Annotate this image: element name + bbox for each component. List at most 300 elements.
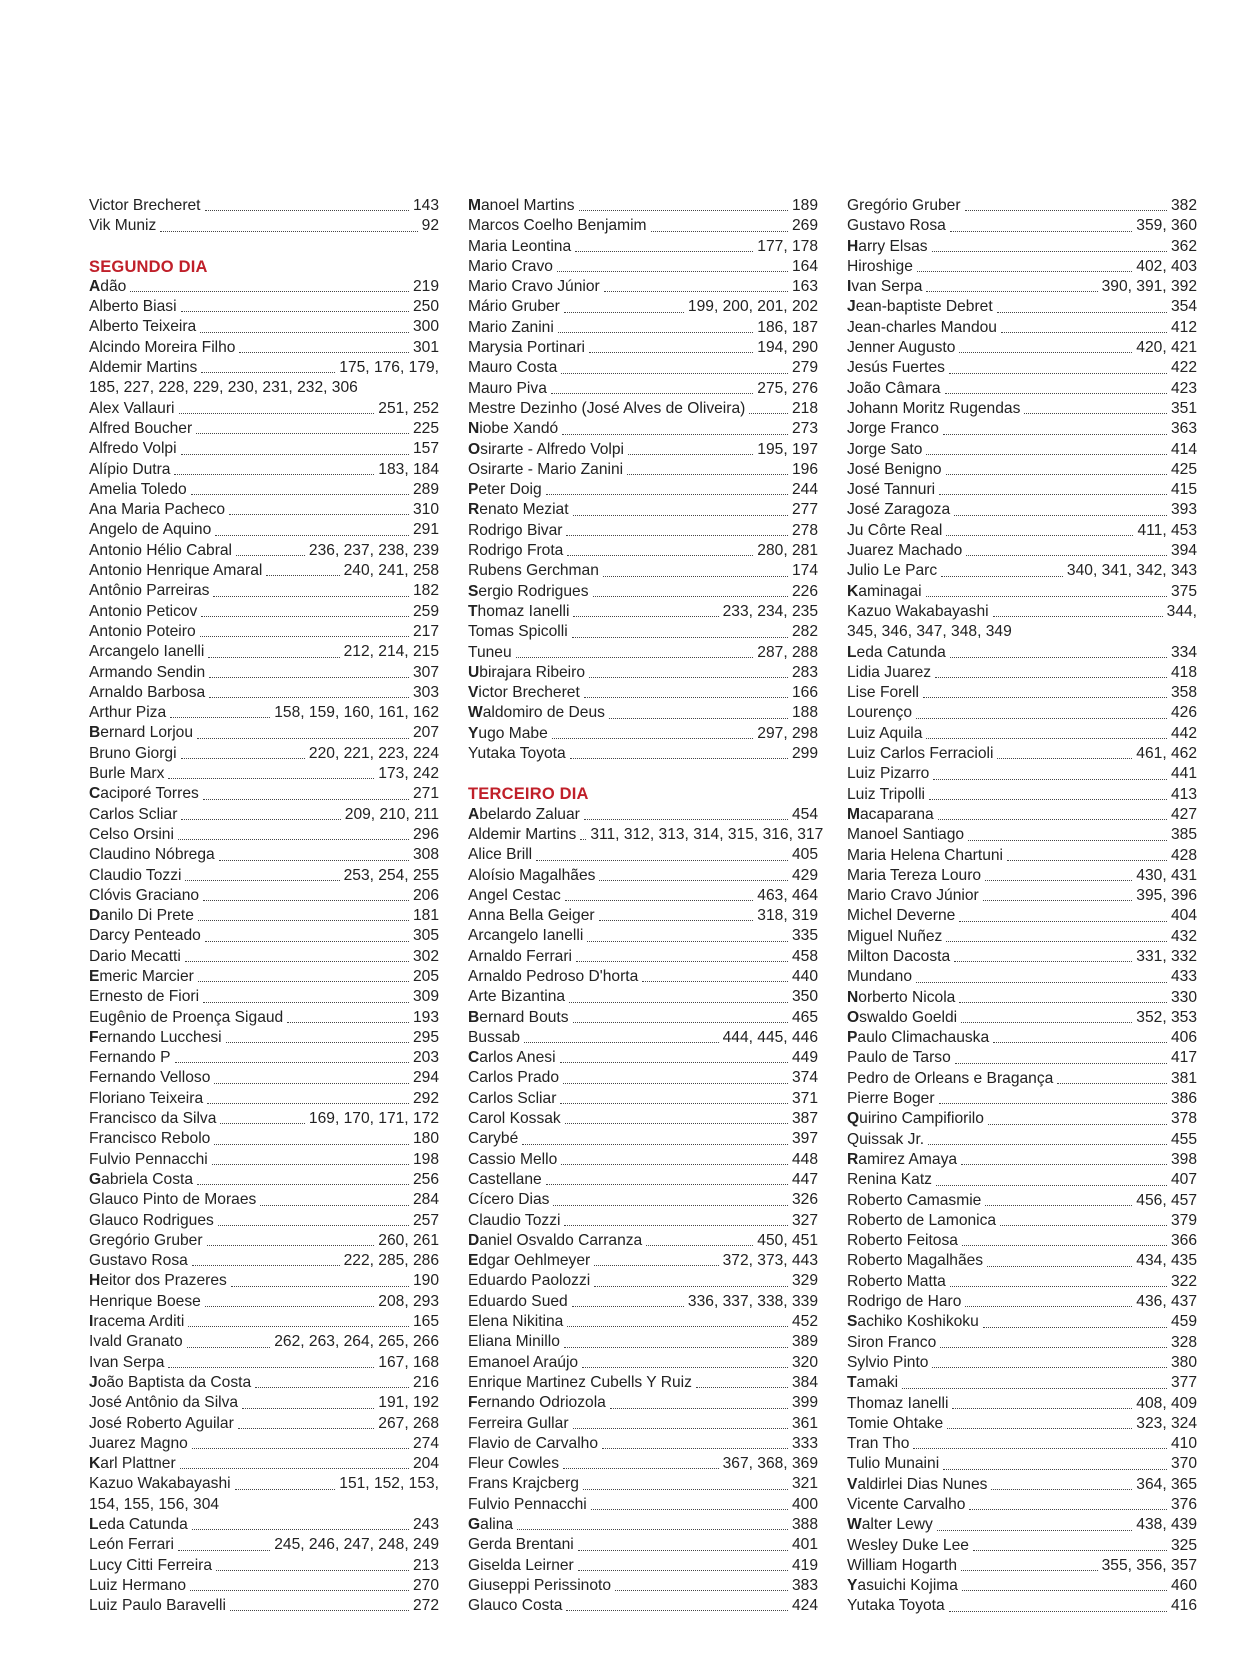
artist-name: Sergio Rodrigues xyxy=(468,582,589,600)
artist-name: Jesús Fuertes xyxy=(847,359,945,377)
page-numbers: 157 xyxy=(412,440,439,458)
page-numbers: 191, 192 xyxy=(378,1394,439,1412)
index-entry xyxy=(468,480,818,500)
index-entry xyxy=(847,1576,1197,1596)
index-entry xyxy=(89,520,439,540)
index-entry xyxy=(468,460,818,480)
artist-name: Jenner Augusto xyxy=(847,339,956,357)
page-numbers: 463, 464 xyxy=(757,886,818,904)
index-entry xyxy=(468,379,818,399)
page-numbers: 432 xyxy=(1170,927,1197,945)
artist-name: Milton Dacosta xyxy=(847,947,951,965)
page-numbers: 282 xyxy=(791,623,818,641)
page-numbers: 408, 409 xyxy=(1136,1394,1197,1412)
dot-leader xyxy=(952,1408,1132,1409)
index-entry xyxy=(89,1271,439,1291)
dot-leader xyxy=(599,920,754,921)
dot-leader xyxy=(932,251,1167,252)
page-numbers: 253, 254, 255 xyxy=(343,866,439,884)
index-entry xyxy=(468,1515,818,1535)
index-entry xyxy=(847,1495,1197,1515)
dot-leader xyxy=(564,312,684,313)
index-entry xyxy=(468,318,818,338)
index-entry xyxy=(468,683,818,703)
artist-name: Luiz Aquila xyxy=(847,724,923,742)
dot-leader xyxy=(560,1103,788,1104)
page-numbers: 402, 403 xyxy=(1136,257,1197,275)
artist-name: Arnaldo Pedroso D'horta xyxy=(468,967,639,985)
page-numbers: 449 xyxy=(791,1049,818,1067)
index-entry xyxy=(847,318,1197,338)
dot-leader xyxy=(628,454,753,455)
dot-leader xyxy=(168,778,374,779)
dot-leader xyxy=(196,433,409,434)
artist-name: Juarez Machado xyxy=(847,542,963,560)
artist-name: Arte Bizantina xyxy=(468,988,566,1006)
artist-name: Celso Orsini xyxy=(89,825,174,843)
dot-leader xyxy=(959,921,1167,922)
artist-name: Quirino Campifiorilo xyxy=(847,1110,984,1128)
dot-leader xyxy=(902,1388,1167,1389)
page-numbers: 164 xyxy=(791,257,818,275)
artist-name: Aloísio Magalhães xyxy=(468,866,596,884)
index-entry xyxy=(847,500,1197,520)
index-entry xyxy=(847,805,1197,825)
index-entry xyxy=(89,663,439,683)
page-numbers: 416 xyxy=(1170,1597,1197,1615)
page-numbers: 352, 353 xyxy=(1136,1008,1197,1026)
dot-leader xyxy=(593,596,788,597)
page-numbers: 454 xyxy=(791,805,818,823)
page-numbers: 358 xyxy=(1170,684,1197,702)
dot-leader xyxy=(962,1245,1167,1246)
page-numbers: 455 xyxy=(1170,1130,1197,1148)
artist-name: Armando Sendin xyxy=(89,663,206,681)
page-numbers: 415 xyxy=(1170,481,1197,499)
dot-leader xyxy=(180,1468,409,1469)
artist-name: Burle Marx xyxy=(89,765,165,783)
index-entry xyxy=(468,1190,818,1210)
index-entry xyxy=(89,987,439,1007)
artist-name: Gabriela Costa xyxy=(89,1170,194,1188)
dot-leader xyxy=(569,1002,788,1003)
page-numbers: 456, 457 xyxy=(1136,1191,1197,1209)
artist-name: Danilo Di Prete xyxy=(89,907,194,925)
dot-leader xyxy=(181,311,409,312)
artist-name: Francisco da Silva xyxy=(89,1110,217,1128)
artist-name: Lidia Juarez xyxy=(847,663,932,681)
index-entry xyxy=(468,1414,818,1434)
artist-name: Henrique Boese xyxy=(89,1292,201,1310)
artist-name: Yutaka Toyota xyxy=(847,1597,945,1615)
artist-name: Anna Bella Geiger xyxy=(468,907,595,925)
dot-leader xyxy=(646,1245,753,1246)
page-numbers: 438, 439 xyxy=(1136,1516,1197,1534)
artist-name: Galina xyxy=(468,1516,514,1533)
artist-name: Peter Doig xyxy=(468,481,542,499)
index-entry xyxy=(89,723,439,743)
artist-name: William Hogarth xyxy=(847,1556,958,1574)
artist-name: Leda Catunda xyxy=(847,643,946,661)
index-entry xyxy=(468,1251,818,1271)
dot-leader xyxy=(946,474,1167,475)
index-entry xyxy=(89,1211,439,1231)
artist-name: Angelo de Aquino xyxy=(89,521,212,539)
index-entry xyxy=(847,927,1197,947)
dot-leader xyxy=(181,819,340,820)
index-entry xyxy=(89,480,439,500)
page-numbers: 222, 285, 286 xyxy=(343,1252,439,1270)
dot-leader xyxy=(1000,1225,1167,1226)
artist-name: Vik Muniz xyxy=(89,217,157,235)
page-numbers: 175, 176, 179, xyxy=(339,359,439,377)
index-entry xyxy=(89,1393,439,1413)
index-entry xyxy=(468,1312,818,1332)
dot-leader xyxy=(937,1530,1133,1531)
artist-name: Mario Cravo xyxy=(468,257,553,275)
dot-leader xyxy=(584,819,788,820)
index-entry xyxy=(847,561,1197,581)
index-entry xyxy=(847,480,1197,500)
index-entry xyxy=(847,419,1197,439)
artist-name: Pedro de Orleans e Bragança xyxy=(847,1069,1054,1087)
artist-name: Rodrigo Frota xyxy=(468,542,564,560)
dot-leader xyxy=(913,1448,1167,1449)
index-entry xyxy=(468,1393,818,1413)
artist-name: Mário Gruber xyxy=(468,298,560,316)
artist-name: Hiroshige xyxy=(847,257,913,275)
page-numbers-continued: 185, 227, 228, 229, 230, 231, 232, 306 xyxy=(89,379,358,397)
index-entry xyxy=(468,866,818,886)
index-entry xyxy=(847,724,1197,744)
index-entry xyxy=(468,947,818,967)
index-entry xyxy=(847,1394,1197,1414)
page-numbers: 151, 152, 153, xyxy=(339,1475,439,1493)
page-numbers: 325 xyxy=(1170,1536,1197,1554)
artist-name: Oswaldo Goeldi xyxy=(847,1008,958,1026)
index-entry xyxy=(468,297,818,317)
artist-name: Elena Nikitina xyxy=(468,1313,564,1331)
dot-leader xyxy=(563,1468,719,1469)
index-entry xyxy=(89,1109,439,1129)
page-numbers: 380 xyxy=(1170,1353,1197,1371)
index-entry xyxy=(468,825,824,845)
artist-name: Bernard Bouts xyxy=(468,1008,569,1026)
page-numbers: 305 xyxy=(412,927,439,945)
page-numbers: 388 xyxy=(791,1516,818,1533)
dot-leader xyxy=(197,738,409,739)
dot-leader xyxy=(572,637,788,638)
index-entry xyxy=(89,1251,439,1271)
page-numbers: 279 xyxy=(791,359,818,377)
page-numbers: 410 xyxy=(1170,1435,1197,1453)
index-entry xyxy=(89,784,439,804)
index-entry xyxy=(89,1535,439,1555)
artist-name: Lucy Citti Ferreira xyxy=(89,1556,213,1574)
artist-name: Rubens Gerchman xyxy=(468,562,599,580)
artist-name: Carol Kossak xyxy=(468,1110,561,1128)
artist-name: Kazuo Wakabayashi xyxy=(89,1475,231,1493)
index-entry xyxy=(468,561,818,581)
page-numbers: 378 xyxy=(1170,1110,1197,1128)
dot-leader xyxy=(178,839,409,840)
artist-name: Valdirlei Dias Nunes xyxy=(847,1475,988,1493)
page-numbers: 271 xyxy=(412,785,439,803)
artist-name: Fernando Odriozola xyxy=(468,1394,606,1412)
artist-name: Michel Deverne xyxy=(847,907,956,925)
artist-name: Mauro Costa xyxy=(468,359,558,377)
page-numbers: 364, 365 xyxy=(1136,1475,1197,1493)
artist-name: Paulo Climachauska xyxy=(847,1029,990,1047)
index-entry xyxy=(468,1373,818,1393)
page-numbers: 256 xyxy=(412,1170,439,1188)
dot-leader xyxy=(969,1509,1167,1510)
dot-leader xyxy=(627,474,788,475)
dot-leader xyxy=(965,210,1167,211)
index-entry xyxy=(468,541,818,561)
artist-name: Ernesto de Fiori xyxy=(89,988,200,1006)
page-numbers: 394 xyxy=(1170,542,1197,560)
dot-leader xyxy=(615,1590,788,1591)
page-numbers: 225 xyxy=(412,419,439,437)
dot-leader xyxy=(954,961,1132,962)
dot-leader xyxy=(916,982,1167,983)
index-entry xyxy=(468,1231,818,1251)
dot-leader xyxy=(589,677,788,678)
dot-leader xyxy=(185,880,339,881)
dot-leader xyxy=(973,1550,1167,1551)
artist-name: Arnaldo Ferrari xyxy=(468,947,572,965)
artist-name: Pierre Boger xyxy=(847,1090,935,1108)
artist-name: Quissak Jr. xyxy=(847,1130,925,1148)
index-entry xyxy=(468,1109,818,1129)
index-entry xyxy=(847,1028,1197,1048)
index-entry xyxy=(468,643,818,663)
artist-name: Manoel Santiago xyxy=(847,826,965,844)
dot-leader xyxy=(579,210,788,211)
index-entry xyxy=(847,379,1197,399)
artist-name: Tuneu xyxy=(468,643,512,661)
index-entry xyxy=(847,1130,1197,1150)
index-entry xyxy=(847,1312,1197,1332)
artist-name: Francisco Rebolo xyxy=(89,1130,211,1148)
page-numbers: 398 xyxy=(1170,1150,1197,1168)
dot-leader xyxy=(560,1062,788,1063)
page-numbers: 331, 332 xyxy=(1136,947,1197,965)
index-entry xyxy=(468,1048,818,1068)
index-entry xyxy=(89,338,439,358)
index-entry xyxy=(468,1332,818,1352)
page-numbers: 209, 210, 211 xyxy=(344,805,439,823)
index-entry xyxy=(468,1474,818,1494)
artist-name: Cassio Mello xyxy=(468,1150,558,1168)
dot-leader xyxy=(214,1144,409,1145)
dot-leader xyxy=(966,555,1167,556)
index-entry xyxy=(89,1170,439,1190)
dot-leader xyxy=(923,697,1167,698)
index-entry xyxy=(468,906,818,926)
page-numbers: 267, 268 xyxy=(378,1414,439,1432)
page-numbers: 205 xyxy=(412,967,439,985)
page-numbers: 300 xyxy=(412,318,439,336)
page-numbers: 174 xyxy=(791,562,818,580)
index-entry xyxy=(89,541,439,561)
index-entry xyxy=(89,1190,439,1210)
page-numbers: 452 xyxy=(791,1313,818,1331)
artist-name: Fernando P xyxy=(89,1049,171,1067)
artist-name: Mario Cravo Júnior xyxy=(468,278,600,296)
page-numbers: 441 xyxy=(1170,765,1197,783)
index-entry xyxy=(89,399,439,419)
dot-leader xyxy=(200,332,409,333)
dot-leader xyxy=(578,1550,788,1551)
index-entry xyxy=(468,663,818,683)
index-entry xyxy=(468,216,818,236)
artist-name: Tomas Spicolli xyxy=(468,623,568,641)
dot-leader xyxy=(584,697,788,698)
dot-leader xyxy=(604,291,788,292)
artist-name: Vicente Carvalho xyxy=(847,1496,966,1513)
page-numbers: 311, 312, 313, 314, 315, 316, 317 xyxy=(590,825,824,843)
dot-leader xyxy=(929,799,1167,800)
page-numbers: 382 xyxy=(1170,197,1197,214)
artist-name: Ivald Granato xyxy=(89,1333,183,1351)
page-numbers: 381 xyxy=(1170,1069,1197,1087)
artist-name: Alfred Boucher xyxy=(89,419,193,437)
page-numbers: 274 xyxy=(412,1434,439,1452)
index-entry xyxy=(468,1292,818,1312)
page-numbers: 284 xyxy=(412,1191,439,1209)
page-numbers: 460 xyxy=(1170,1577,1197,1595)
page-numbers: 430, 431 xyxy=(1136,866,1197,884)
page-numbers: 327 xyxy=(791,1211,818,1229)
page-numbers: 371 xyxy=(791,1089,818,1107)
dot-leader xyxy=(546,494,788,495)
index-entry xyxy=(89,1068,439,1088)
dot-leader xyxy=(991,1489,1132,1490)
page-numbers: 244 xyxy=(791,481,818,499)
page-numbers: 383 xyxy=(791,1576,818,1594)
artist-name: Heitor dos Prazeres xyxy=(89,1272,227,1290)
dot-leader xyxy=(563,1083,788,1084)
artist-name: Marcos Coelho Benjamim xyxy=(468,217,647,235)
artist-name: Castellane xyxy=(468,1170,542,1188)
page-numbers: 216 xyxy=(412,1373,439,1391)
artist-name: Thomaz Ianelli xyxy=(468,602,570,620)
page-numbers: 340, 341, 342, 343 xyxy=(1066,562,1197,580)
dot-leader xyxy=(570,758,788,759)
artist-name: Alfredo Volpi xyxy=(89,440,177,458)
page-numbers: 198 xyxy=(412,1150,439,1168)
artist-name: Carlos Scliar xyxy=(89,805,178,823)
dot-leader xyxy=(985,880,1132,881)
index-entry xyxy=(468,1211,818,1231)
artist-name: Johann Moritz Rugendas xyxy=(847,399,1021,417)
index-entry xyxy=(89,1515,439,1535)
page-numbers: 262, 263, 264, 265, 266 xyxy=(274,1333,439,1351)
index-entry xyxy=(468,399,818,419)
artist-name: Gregório Gruber xyxy=(89,1231,203,1249)
index-entry xyxy=(89,581,439,601)
dot-leader xyxy=(553,1205,788,1206)
index-entry xyxy=(89,1048,439,1068)
dot-leader xyxy=(589,352,753,353)
dot-leader xyxy=(567,1326,788,1327)
index-entry xyxy=(847,947,1197,967)
artist-name: Eduardo Sued xyxy=(468,1292,568,1310)
artist-name: Carlos Scliar xyxy=(468,1089,557,1107)
index-entry xyxy=(89,886,439,906)
artist-name: Paulo de Tarso xyxy=(847,1049,951,1067)
dot-leader xyxy=(192,1448,409,1449)
page-numbers: 321 xyxy=(791,1475,818,1493)
page-numbers: 404 xyxy=(1170,907,1197,925)
index-entry xyxy=(847,1211,1197,1231)
artist-name: Julio Le Parc xyxy=(847,562,938,580)
artist-name: Antônio Parreiras xyxy=(89,582,210,600)
index-entry xyxy=(89,642,439,662)
artist-name: Tomie Ohtake xyxy=(847,1414,944,1432)
artist-name: Victor Brecheret xyxy=(89,197,201,214)
index-entry xyxy=(89,561,439,581)
artist-name: Thomaz Ianelli xyxy=(847,1394,949,1412)
dot-leader xyxy=(583,1489,788,1490)
page-numbers: 250 xyxy=(412,298,439,316)
page-numbers: 450, 451 xyxy=(757,1231,818,1249)
artist-name: Rodrigo Bivar xyxy=(468,521,563,539)
page-numbers: 218 xyxy=(791,399,818,417)
index-entry xyxy=(847,399,1197,419)
page-numbers: 245, 246, 247, 248, 249 xyxy=(274,1536,439,1554)
page-numbers: 206 xyxy=(412,886,439,904)
artist-name: Floriano Teixeira xyxy=(89,1089,204,1107)
index-entry xyxy=(468,419,818,439)
page-numbers: 413 xyxy=(1170,785,1197,803)
index-entry xyxy=(847,663,1197,683)
index-entry xyxy=(89,866,439,886)
index-entry xyxy=(847,1109,1197,1129)
artist-name: Adão xyxy=(89,277,127,295)
dot-leader xyxy=(130,291,409,292)
dot-leader xyxy=(212,1164,409,1165)
page-numbers: 287, 288 xyxy=(757,643,818,661)
dot-leader xyxy=(573,1428,788,1429)
index-entry xyxy=(89,764,439,784)
artist-name: Bussab xyxy=(468,1028,521,1046)
index-entry xyxy=(89,277,439,297)
dot-leader xyxy=(236,555,305,556)
index-entry xyxy=(468,724,818,744)
dot-leader xyxy=(551,393,753,394)
page-numbers: 167, 168 xyxy=(378,1353,439,1371)
dot-leader xyxy=(594,1286,788,1287)
index-entry xyxy=(89,805,439,825)
dot-leader xyxy=(552,738,754,739)
index-entry xyxy=(468,500,818,520)
dot-leader xyxy=(582,1367,788,1368)
index-entry xyxy=(847,1454,1197,1474)
page-numbers: 240, 241, 258 xyxy=(343,562,439,580)
page-numbers: 203 xyxy=(412,1049,439,1067)
page-numbers: 405 xyxy=(791,846,818,864)
index-entry xyxy=(847,988,1197,1008)
dot-leader xyxy=(949,1611,1167,1612)
artist-name: Alcindo Moreira Filho xyxy=(89,338,236,356)
artist-name: Glauco Rodrigues xyxy=(89,1211,214,1229)
artist-name: Ju Côrte Real xyxy=(847,521,943,539)
page-numbers: 143 xyxy=(412,197,439,214)
index-entry xyxy=(89,1576,439,1596)
